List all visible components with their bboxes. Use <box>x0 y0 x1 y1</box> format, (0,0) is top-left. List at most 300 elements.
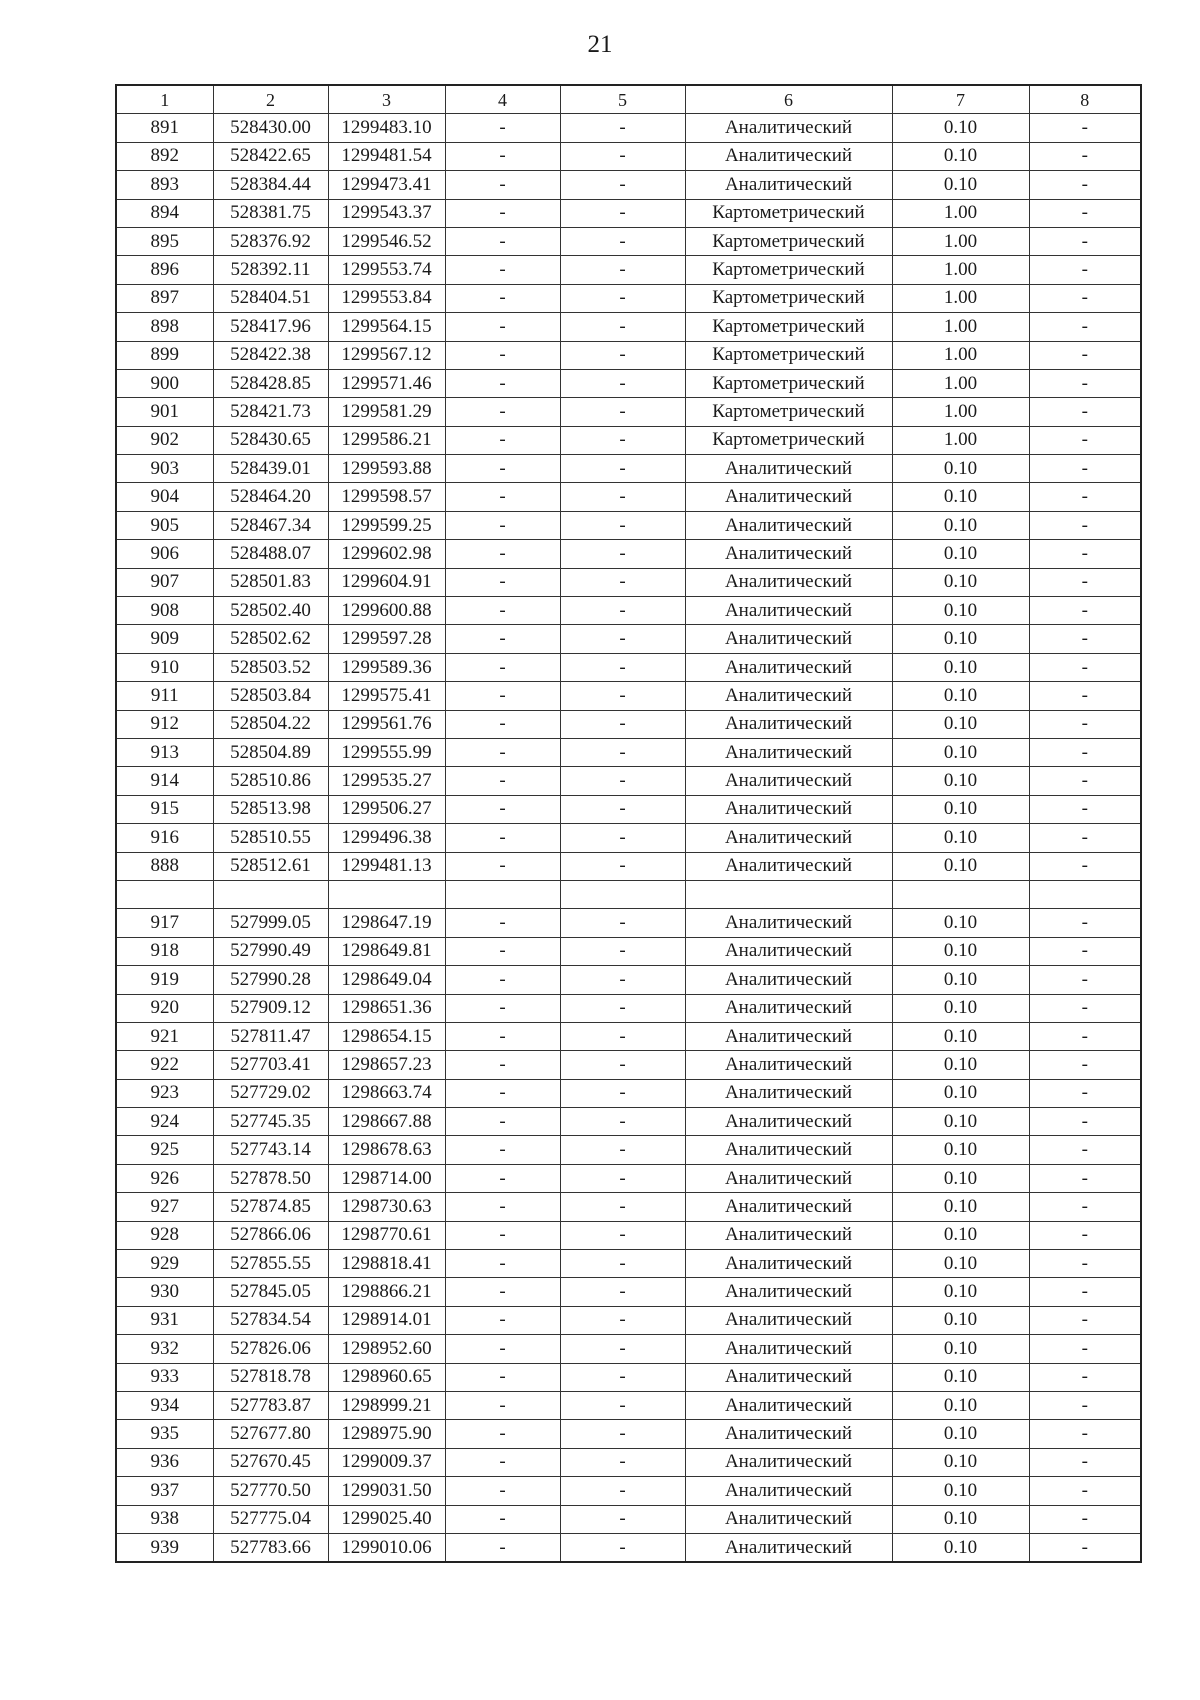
y-coordinate-cell: 1299481.13 <box>328 852 445 880</box>
col-5-cell: - <box>560 1136 685 1164</box>
y-coordinate-cell: 1298866.21 <box>328 1278 445 1306</box>
col-4-cell: - <box>445 1363 560 1391</box>
method-cell: Аналитический <box>685 1164 892 1192</box>
accuracy-cell: 0.10 <box>892 1477 1029 1505</box>
point-number-cell: 930 <box>116 1278 213 1306</box>
col-8-cell: - <box>1029 653 1141 681</box>
col-5-cell: - <box>560 597 685 625</box>
page-number: 21 <box>587 31 613 58</box>
table-row <box>116 1335 1141 1363</box>
y-coordinate-cell: 1298770.61 <box>328 1221 445 1249</box>
x-coordinate-cell: 527826.06 <box>213 1335 328 1363</box>
accuracy-cell: 0.10 <box>892 1193 1029 1221</box>
column-header-4: 4 <box>445 85 560 114</box>
table-row <box>116 1022 1141 1050</box>
y-coordinate-cell: 1299604.91 <box>328 568 445 596</box>
col-8-cell: - <box>1029 114 1141 142</box>
col-5-cell: - <box>560 313 685 341</box>
col-8-cell: - <box>1029 625 1141 653</box>
col-8-cell <box>1029 880 1141 908</box>
x-coordinate-cell: 528504.22 <box>213 710 328 738</box>
point-number-cell <box>116 880 213 908</box>
y-coordinate-cell <box>328 880 445 908</box>
col-5-cell: - <box>560 852 685 880</box>
col-8-cell: - <box>1029 142 1141 170</box>
table-row <box>116 171 1141 199</box>
method-cell: Аналитический <box>685 171 892 199</box>
accuracy-cell: 1.00 <box>892 284 1029 312</box>
x-coordinate-cell: 527834.54 <box>213 1306 328 1334</box>
col-8-cell: - <box>1029 1505 1141 1533</box>
table-row <box>116 142 1141 170</box>
col-5-cell: - <box>560 1306 685 1334</box>
x-coordinate-cell: 528384.44 <box>213 171 328 199</box>
accuracy-cell: 0.10 <box>892 852 1029 880</box>
method-cell: Аналитический <box>685 511 892 539</box>
y-coordinate-cell: 1299575.41 <box>328 682 445 710</box>
col-4-cell: - <box>445 1420 560 1448</box>
y-coordinate-cell: 1299543.37 <box>328 199 445 227</box>
x-coordinate-cell: 527743.14 <box>213 1136 328 1164</box>
x-coordinate-cell: 527909.12 <box>213 994 328 1022</box>
col-8-cell: - <box>1029 398 1141 426</box>
col-8-cell: - <box>1029 256 1141 284</box>
y-coordinate-cell: 1298678.63 <box>328 1136 445 1164</box>
method-cell: Аналитический <box>685 1278 892 1306</box>
table-row <box>116 597 1141 625</box>
point-number-cell: 922 <box>116 1051 213 1079</box>
col-4-cell: - <box>445 682 560 710</box>
col-8-cell: - <box>1029 426 1141 454</box>
accuracy-cell: 1.00 <box>892 369 1029 397</box>
y-coordinate-cell: 1299602.98 <box>328 540 445 568</box>
col-4-cell: - <box>445 597 560 625</box>
accuracy-cell: 0.10 <box>892 625 1029 653</box>
method-cell: Аналитический <box>685 824 892 852</box>
accuracy-cell: 0.10 <box>892 114 1029 142</box>
col-5-cell: - <box>560 1221 685 1249</box>
table-row <box>116 256 1141 284</box>
col-5-cell: - <box>560 682 685 710</box>
col-5-cell: - <box>560 1477 685 1505</box>
method-cell: Аналитический <box>685 1193 892 1221</box>
table-row <box>116 1221 1141 1249</box>
method-cell: Аналитический <box>685 682 892 710</box>
accuracy-cell: 0.10 <box>892 1505 1029 1533</box>
col-8-cell: - <box>1029 1051 1141 1079</box>
point-number-cell: 899 <box>116 341 213 369</box>
y-coordinate-cell: 1299564.15 <box>328 313 445 341</box>
col-5-cell: - <box>560 1533 685 1562</box>
accuracy-cell: 0.10 <box>892 511 1029 539</box>
table-row <box>116 313 1141 341</box>
table-row <box>116 937 1141 965</box>
table-row <box>116 966 1141 994</box>
accuracy-cell: 0.10 <box>892 1079 1029 1107</box>
table-row <box>116 511 1141 539</box>
table-row <box>116 1505 1141 1533</box>
col-8-cell: - <box>1029 568 1141 596</box>
col-5-cell: - <box>560 142 685 170</box>
point-number-cell: 918 <box>116 937 213 965</box>
y-coordinate-cell: 1298651.36 <box>328 994 445 1022</box>
col-4-cell: - <box>445 1136 560 1164</box>
col-8-cell: - <box>1029 966 1141 994</box>
col-4-cell: - <box>445 483 560 511</box>
col-5-cell: - <box>560 1051 685 1079</box>
col-8-cell: - <box>1029 369 1141 397</box>
accuracy-cell: 0.10 <box>892 994 1029 1022</box>
col-4-cell: - <box>445 994 560 1022</box>
col-5-cell: - <box>560 1022 685 1050</box>
accuracy-cell: 0.10 <box>892 1420 1029 1448</box>
y-coordinate-cell: 1299597.28 <box>328 625 445 653</box>
x-coordinate-cell: 527878.50 <box>213 1164 328 1192</box>
table-row <box>116 1533 1141 1562</box>
table-row <box>116 909 1141 937</box>
col-4-cell: - <box>445 1221 560 1249</box>
coordinates-table <box>115 84 1142 1563</box>
method-cell: Аналитический <box>685 710 892 738</box>
table-row <box>116 284 1141 312</box>
method-cell: Картометрический <box>685 313 892 341</box>
column-header-3: 3 <box>328 85 445 114</box>
point-number-cell: 920 <box>116 994 213 1022</box>
col-5-cell: - <box>560 199 685 227</box>
x-coordinate-cell: 528392.11 <box>213 256 328 284</box>
y-coordinate-cell: 1299535.27 <box>328 767 445 795</box>
point-number-cell: 937 <box>116 1477 213 1505</box>
table-row <box>116 1193 1141 1221</box>
table-row <box>116 625 1141 653</box>
accuracy-cell: 0.10 <box>892 1448 1029 1476</box>
accuracy-cell: 0.10 <box>892 738 1029 766</box>
y-coordinate-cell: 1299567.12 <box>328 341 445 369</box>
x-coordinate-cell: 527855.55 <box>213 1250 328 1278</box>
col-4-cell: - <box>445 1193 560 1221</box>
point-number-cell: 902 <box>116 426 213 454</box>
table-row <box>116 1079 1141 1107</box>
column-header-8: 8 <box>1029 85 1141 114</box>
col-8-cell: - <box>1029 341 1141 369</box>
table-row <box>116 1420 1141 1448</box>
method-cell <box>685 880 892 908</box>
point-number-cell: 936 <box>116 1448 213 1476</box>
col-4-cell: - <box>445 795 560 823</box>
table-row <box>116 1448 1141 1476</box>
accuracy-cell: 0.10 <box>892 1533 1029 1562</box>
point-number-cell: 917 <box>116 909 213 937</box>
method-cell: Аналитический <box>685 1306 892 1334</box>
col-5-cell: - <box>560 284 685 312</box>
table-row <box>116 1391 1141 1419</box>
x-coordinate-cell: 527999.05 <box>213 909 328 937</box>
y-coordinate-cell: 1298649.04 <box>328 966 445 994</box>
col-5-cell: - <box>560 824 685 852</box>
point-number-cell: 888 <box>116 852 213 880</box>
point-number-cell: 921 <box>116 1022 213 1050</box>
col-8-cell: - <box>1029 540 1141 568</box>
method-cell: Аналитический <box>685 142 892 170</box>
method-cell: Картометрический <box>685 369 892 397</box>
accuracy-cell: 0.10 <box>892 824 1029 852</box>
x-coordinate-cell: 527811.47 <box>213 1022 328 1050</box>
x-coordinate-cell: 528503.84 <box>213 682 328 710</box>
y-coordinate-cell: 1299025.40 <box>328 1505 445 1533</box>
table-body <box>116 114 1141 1562</box>
col-5-cell: - <box>560 1363 685 1391</box>
x-coordinate-cell: 528376.92 <box>213 227 328 255</box>
table-row <box>116 114 1141 142</box>
col-5-cell: - <box>560 540 685 568</box>
table-row <box>116 795 1141 823</box>
col-4-cell: - <box>445 1250 560 1278</box>
accuracy-cell: 0.10 <box>892 1136 1029 1164</box>
col-5-cell: - <box>560 937 685 965</box>
point-number-cell: 891 <box>116 114 213 142</box>
col-8-cell: - <box>1029 1533 1141 1562</box>
method-cell: Картометрический <box>685 199 892 227</box>
accuracy-cell: 0.10 <box>892 909 1029 937</box>
col-8-cell: - <box>1029 710 1141 738</box>
col-8-cell: - <box>1029 738 1141 766</box>
col-5-cell: - <box>560 653 685 681</box>
x-coordinate-cell: 528504.89 <box>213 738 328 766</box>
point-number-cell: 914 <box>116 767 213 795</box>
x-coordinate-cell: 528439.01 <box>213 455 328 483</box>
col-4-cell: - <box>445 625 560 653</box>
col-5-cell: - <box>560 966 685 994</box>
x-coordinate-cell: 528467.34 <box>213 511 328 539</box>
x-coordinate-cell: 528502.40 <box>213 597 328 625</box>
y-coordinate-cell: 1299571.46 <box>328 369 445 397</box>
method-cell: Аналитический <box>685 994 892 1022</box>
x-coordinate-cell: 528513.98 <box>213 795 328 823</box>
col-5-cell: - <box>560 227 685 255</box>
x-coordinate-cell: 527670.45 <box>213 1448 328 1476</box>
x-coordinate-cell: 527703.41 <box>213 1051 328 1079</box>
y-coordinate-cell: 1298914.01 <box>328 1306 445 1334</box>
x-coordinate-cell: 528381.75 <box>213 199 328 227</box>
col-5-cell: - <box>560 455 685 483</box>
col-4-cell: - <box>445 1477 560 1505</box>
y-coordinate-cell: 1299473.41 <box>328 171 445 199</box>
x-coordinate-cell: 527770.50 <box>213 1477 328 1505</box>
col-8-cell: - <box>1029 909 1141 937</box>
point-number-cell: 895 <box>116 227 213 255</box>
y-coordinate-cell: 1298714.00 <box>328 1164 445 1192</box>
col-5-cell: - <box>560 256 685 284</box>
col-8-cell: - <box>1029 1108 1141 1136</box>
col-5-cell: - <box>560 1250 685 1278</box>
accuracy-cell <box>892 880 1029 908</box>
x-coordinate-cell: 528404.51 <box>213 284 328 312</box>
col-8-cell: - <box>1029 824 1141 852</box>
col-5-cell: - <box>560 1420 685 1448</box>
x-coordinate-cell: 528430.00 <box>213 114 328 142</box>
col-4-cell: - <box>445 511 560 539</box>
y-coordinate-cell: 1299555.99 <box>328 738 445 766</box>
table-row <box>116 1250 1141 1278</box>
accuracy-cell: 1.00 <box>892 341 1029 369</box>
accuracy-cell: 0.10 <box>892 1250 1029 1278</box>
column-header-1: 1 <box>116 85 213 114</box>
col-8-cell: - <box>1029 199 1141 227</box>
column-header-7: 7 <box>892 85 1029 114</box>
y-coordinate-cell: 1298649.81 <box>328 937 445 965</box>
col-4-cell: - <box>445 313 560 341</box>
col-4-cell: - <box>445 1533 560 1562</box>
y-coordinate-cell: 1299481.54 <box>328 142 445 170</box>
col-8-cell: - <box>1029 1278 1141 1306</box>
x-coordinate-cell: 528464.20 <box>213 483 328 511</box>
accuracy-cell: 0.10 <box>892 1306 1029 1334</box>
x-coordinate-cell: 527783.66 <box>213 1533 328 1562</box>
point-number-cell: 913 <box>116 738 213 766</box>
point-number-cell: 908 <box>116 597 213 625</box>
method-cell: Аналитический <box>685 568 892 596</box>
col-5-cell <box>560 880 685 908</box>
method-cell: Аналитический <box>685 966 892 994</box>
x-coordinate-cell: 528503.52 <box>213 653 328 681</box>
accuracy-cell: 0.10 <box>892 483 1029 511</box>
x-coordinate-cell: 527874.85 <box>213 1193 328 1221</box>
column-header-6: 6 <box>685 85 892 114</box>
y-coordinate-cell: 1298667.88 <box>328 1108 445 1136</box>
col-8-cell: - <box>1029 795 1141 823</box>
y-coordinate-cell: 1298657.23 <box>328 1051 445 1079</box>
accuracy-cell: 1.00 <box>892 227 1029 255</box>
accuracy-cell: 1.00 <box>892 426 1029 454</box>
col-5-cell: - <box>560 114 685 142</box>
method-cell: Аналитический <box>685 1448 892 1476</box>
method-cell: Аналитический <box>685 653 892 681</box>
col-4-cell: - <box>445 455 560 483</box>
method-cell: Картометрический <box>685 426 892 454</box>
table-row <box>116 1136 1141 1164</box>
col-4-cell: - <box>445 114 560 142</box>
col-8-cell: - <box>1029 852 1141 880</box>
x-coordinate-cell: 528501.83 <box>213 568 328 596</box>
col-8-cell: - <box>1029 1193 1141 1221</box>
col-4-cell: - <box>445 1108 560 1136</box>
accuracy-cell: 0.10 <box>892 568 1029 596</box>
col-4-cell: - <box>445 1051 560 1079</box>
x-coordinate-cell: 528510.55 <box>213 824 328 852</box>
point-number-cell: 903 <box>116 455 213 483</box>
table-row <box>116 1108 1141 1136</box>
accuracy-cell: 1.00 <box>892 256 1029 284</box>
point-number-cell: 911 <box>116 682 213 710</box>
method-cell: Картометрический <box>685 341 892 369</box>
method-cell: Аналитический <box>685 738 892 766</box>
col-4-cell: - <box>445 852 560 880</box>
y-coordinate-cell: 1299553.84 <box>328 284 445 312</box>
method-cell: Аналитический <box>685 1391 892 1419</box>
method-cell: Аналитический <box>685 597 892 625</box>
y-coordinate-cell: 1299009.37 <box>328 1448 445 1476</box>
point-number-cell: 904 <box>116 483 213 511</box>
col-4-cell: - <box>445 1164 560 1192</box>
col-8-cell: - <box>1029 284 1141 312</box>
point-number-cell: 928 <box>116 1221 213 1249</box>
col-8-cell: - <box>1029 1335 1141 1363</box>
y-coordinate-cell: 1299010.06 <box>328 1533 445 1562</box>
method-cell: Аналитический <box>685 1221 892 1249</box>
col-8-cell: - <box>1029 455 1141 483</box>
method-cell: Аналитический <box>685 1250 892 1278</box>
table-row <box>116 1477 1141 1505</box>
col-5-cell: - <box>560 795 685 823</box>
x-coordinate-cell: 528428.85 <box>213 369 328 397</box>
col-4-cell <box>445 880 560 908</box>
col-5-cell: - <box>560 511 685 539</box>
y-coordinate-cell: 1299031.50 <box>328 1477 445 1505</box>
col-4-cell: - <box>445 767 560 795</box>
x-coordinate-cell <box>213 880 328 908</box>
col-5-cell: - <box>560 341 685 369</box>
point-number-cell: 905 <box>116 511 213 539</box>
table-row <box>116 1164 1141 1192</box>
col-8-cell: - <box>1029 313 1141 341</box>
method-cell: Аналитический <box>685 1363 892 1391</box>
y-coordinate-cell: 1299589.36 <box>328 653 445 681</box>
table-row <box>116 455 1141 483</box>
accuracy-cell: 0.10 <box>892 1108 1029 1136</box>
point-number-cell: 926 <box>116 1164 213 1192</box>
table-row <box>116 1278 1141 1306</box>
method-cell: Аналитический <box>685 483 892 511</box>
point-number-cell: 939 <box>116 1533 213 1562</box>
table-row <box>116 369 1141 397</box>
col-5-cell: - <box>560 398 685 426</box>
y-coordinate-cell: 1298663.74 <box>328 1079 445 1107</box>
x-coordinate-cell: 527783.87 <box>213 1391 328 1419</box>
col-8-cell: - <box>1029 511 1141 539</box>
col-8-cell: - <box>1029 1448 1141 1476</box>
table-row <box>116 227 1141 255</box>
col-4-cell: - <box>445 256 560 284</box>
table-row <box>116 199 1141 227</box>
point-number-cell: 925 <box>116 1136 213 1164</box>
col-4-cell: - <box>445 568 560 596</box>
y-coordinate-cell: 1298654.15 <box>328 1022 445 1050</box>
x-coordinate-cell: 527990.49 <box>213 937 328 965</box>
col-4-cell: - <box>445 966 560 994</box>
col-5-cell: - <box>560 1505 685 1533</box>
col-5-cell: - <box>560 171 685 199</box>
col-4-cell: - <box>445 1079 560 1107</box>
method-cell: Аналитический <box>685 852 892 880</box>
method-cell: Аналитический <box>685 1051 892 1079</box>
point-number-cell: 931 <box>116 1306 213 1334</box>
y-coordinate-cell: 1299600.88 <box>328 597 445 625</box>
y-coordinate-cell: 1299561.76 <box>328 710 445 738</box>
col-8-cell: - <box>1029 171 1141 199</box>
table-row <box>116 540 1141 568</box>
accuracy-cell: 0.10 <box>892 682 1029 710</box>
col-8-cell: - <box>1029 1136 1141 1164</box>
method-cell: Аналитический <box>685 1136 892 1164</box>
point-number-cell: 893 <box>116 171 213 199</box>
table-row <box>116 682 1141 710</box>
col-5-cell: - <box>560 568 685 596</box>
y-coordinate-cell: 1299599.25 <box>328 511 445 539</box>
method-cell: Картометрический <box>685 284 892 312</box>
col-4-cell: - <box>445 227 560 255</box>
col-8-cell: - <box>1029 1306 1141 1334</box>
col-5-cell: - <box>560 1391 685 1419</box>
